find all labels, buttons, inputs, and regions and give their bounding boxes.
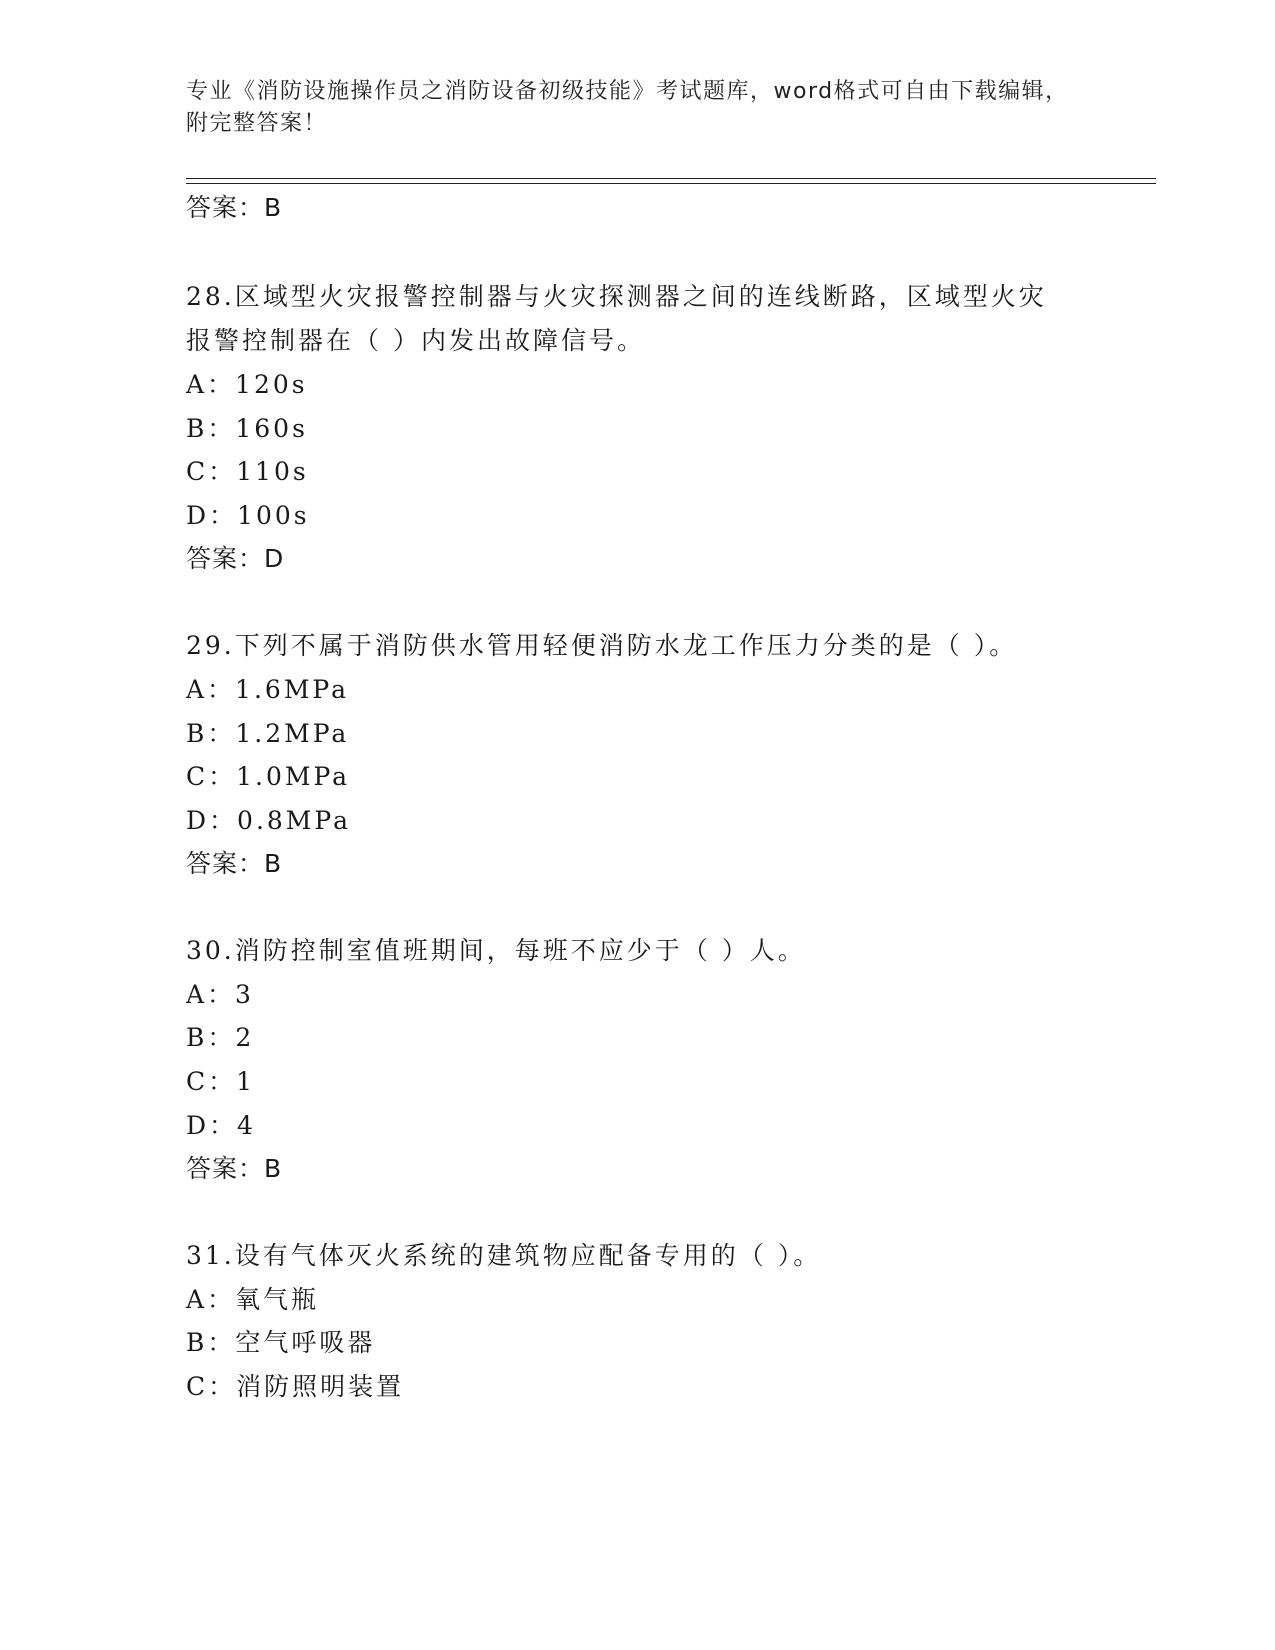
question-31-option-a: A：氧气瓶 <box>186 1285 320 1314</box>
question-31-option-b: B：空气呼吸器 <box>186 1328 376 1357</box>
question-28-stem-line1: 28.区域型火灾报警控制器与火灾探测器之间的连线断路，区域型火灾 <box>186 282 1047 311</box>
question-29-option-b: B：1.2MPa <box>186 719 350 748</box>
question-30-option-b: B：2 <box>186 1023 255 1052</box>
question-29-stem-line1: 29.下列不属于消防供水管用轻便消防水龙工作压力分类的是（ ）。 <box>186 631 1018 660</box>
question-28-option-d: D：100s <box>186 501 310 530</box>
question-31-option-c: C：消防照明装置 <box>186 1372 405 1401</box>
question-30-option-d: D：4 <box>186 1111 256 1140</box>
header-divider-top <box>186 178 1156 179</box>
question-29-option-c: C：1.0MPa <box>186 762 351 791</box>
question-28-answer: 答案：D <box>186 544 285 573</box>
answer-27: 答案：B <box>186 193 283 222</box>
question-30-option-a: A：3 <box>186 980 254 1009</box>
question-29-answer: 答案：B <box>186 849 283 878</box>
question-30-stem-line1: 30.消防控制室值班期间，每班不应少于（ ）人。 <box>186 936 806 965</box>
question-28-option-c: C：110s <box>186 457 309 486</box>
question-29-option-a: A：1.6MPa <box>186 675 350 704</box>
header-divider-bottom <box>186 183 1156 184</box>
question-29-option-d: D：0.8MPa <box>186 806 352 835</box>
question-28-option-a: A：120s <box>186 370 308 399</box>
question-30-answer: 答案：B <box>186 1154 283 1183</box>
question-31-stem-line1: 31.设有气体灭火系统的建筑物应配备专用的（ ）。 <box>186 1241 822 1270</box>
question-28-stem-line2: 报警控制器在（ ）内发出故障信号。 <box>186 326 645 355</box>
question-28-option-b: B：160s <box>186 414 308 443</box>
document-header: 专业《消防设施操作员之消防设备初级技能》考试题库，word格式可自由下载编辑，附完整答案！ <box>186 79 1069 136</box>
question-30-option-c: C：1 <box>186 1067 256 1096</box>
